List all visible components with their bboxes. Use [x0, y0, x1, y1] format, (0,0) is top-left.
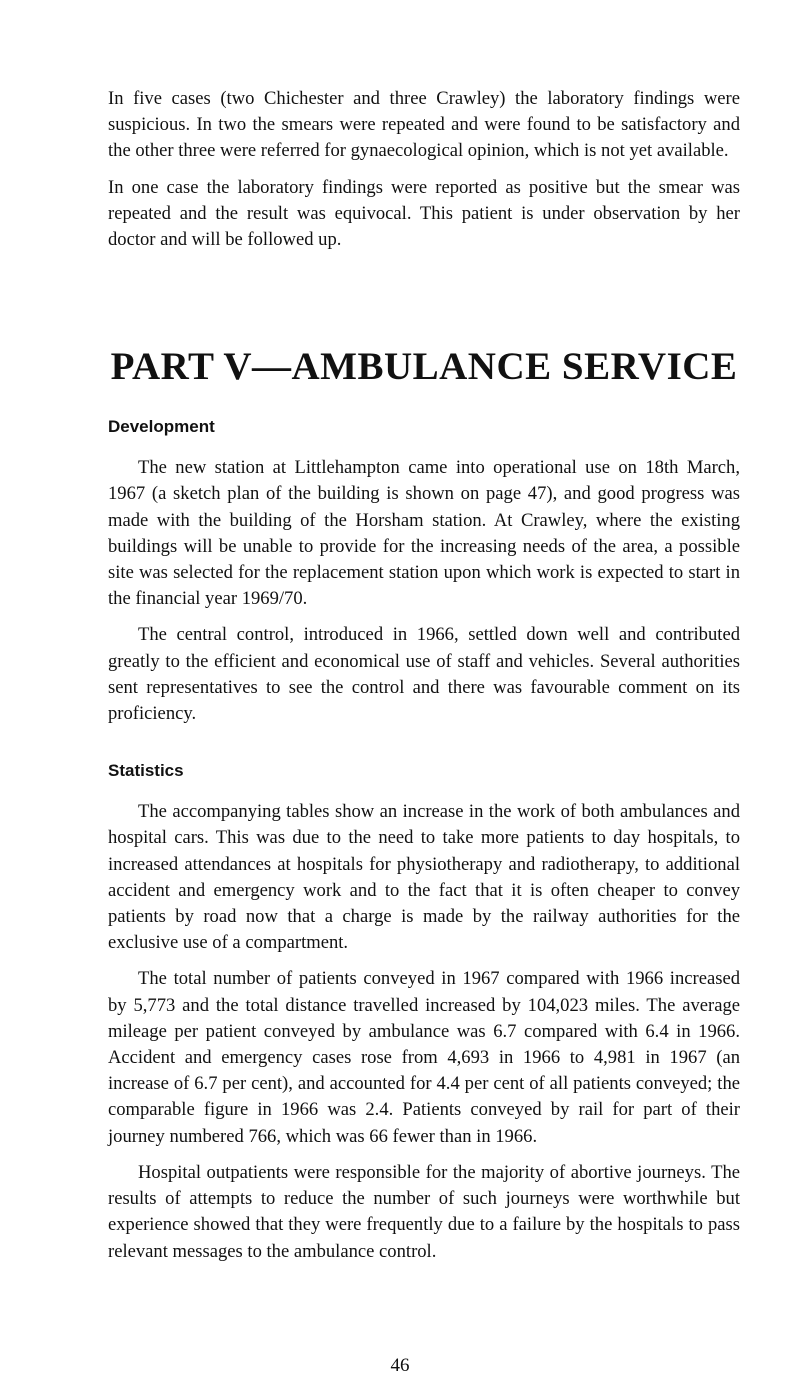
statistics-paragraph-3: Hospital outpatients were responsible for the majority of abortive journeys. The results of attempts to reduce the number of such journeys were worthwhile but experience showed that they were frequently due to a failure by the hospitals to pass relevant messages to the ambulance control. [108, 1161, 740, 1262]
document-body [108, 86, 740, 1265]
page-number: 46 [390, 1355, 410, 1376]
section-heading-development: Development [108, 417, 215, 437]
development-paragraph-1: The new station at Littlehampton came into operational use on 18th March, 1967 (a sketch plan of the building is shown on page 47), and good progress was made with the building of the Horsham station. At Crawley, where the existing buildings will be unable to provide for the increasing needs of the area, a possible site was selected for the replacement station upon which work is expected to start in the financial year 1969/70. [108, 457, 740, 610]
section-heading-statistics: Statistics [108, 761, 184, 781]
development-paragraph-2: The central control, introduced in 1966, settled down well and contributed greatly to the efficient and economical use of staff and vehicles. Several authorities sent representatives to see the control and there was favourable comment on its proficiency. [108, 624, 740, 725]
intro-paragraph-2: In one case the laboratory findings were reported as positive but the smear was repeated and the result was equivocal. This patient is under observation by her doctor and will be followed up. [108, 176, 740, 251]
statistics-paragraph-2: The total number of patients conveyed in 1967 compared with 1966 increased by 5,773 and the total distance travelled increased by 104,023 miles. The average mileage per patient conveyed by ambulance was 6.7 compared with 6.4 in 1966. Accident and emergency cases rose from 4,693 in 1966 to 4,981 in 1967 (an increase of 6.7 per cent), and accounted for 4.4 per cent of all patients conveyed; the comparable figure in 1966 was 2.4. Patients conveyed by rail for part of their journey numbered 766, which was 66 fewer than in 1966. [108, 968, 740, 1147]
intro-paragraph-1: In five cases (two Chichester and three Crawley) the laboratory findings were suspicious. In two the smears were repeated and were found to be satisfactory and the other three were referred for gynaecological opinion, which is not yet available. [108, 88, 740, 162]
statistics-paragraph-1: The accompanying tables show an increase in the work of both ambulances and hospital cars. This was due to the need to take more patients to day hospitals, to increased attendances at hospitals for physiotherapy and radiotherapy, to additional accident and emergency work and to the fact that it is often cheaper to convey patients by road now that a charge is made by the railway authorities for the exclusive use of a compartment. [108, 801, 740, 954]
part-title: PART V—AMBULANCE SERVICE [110, 345, 738, 389]
